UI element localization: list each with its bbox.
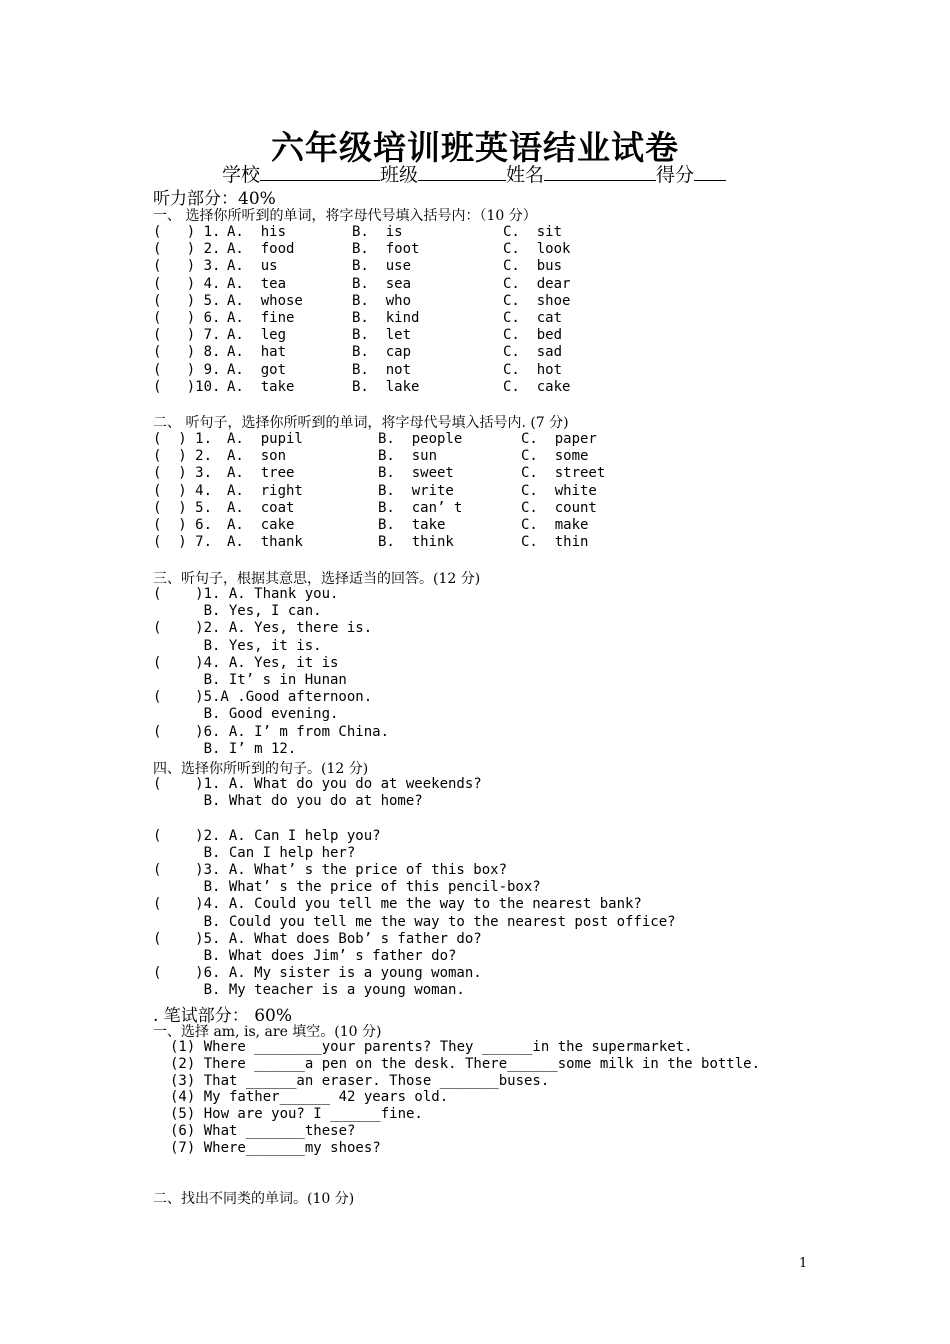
sentence-line: ( )6. A. My sister is a young woman. xyxy=(153,965,482,981)
class-label: 班级 xyxy=(380,164,419,186)
option-c: C. some xyxy=(521,448,589,464)
section-2-heading: 二、 听句子，选择你所听到的单词，将字母代号填入括号内. (7 分) xyxy=(153,415,569,431)
question-number: ( ) 1. xyxy=(153,224,221,240)
option-b: B. use xyxy=(352,258,412,274)
answer-line: ( )1. A. Thank you. xyxy=(153,586,339,602)
option-c: C. sit xyxy=(503,224,563,240)
option-a: A. tea xyxy=(227,276,287,292)
option-b: B. kind xyxy=(352,310,420,326)
writing-heading: . 笔试部分： 60% xyxy=(153,1006,292,1026)
option-c: C. paper xyxy=(521,431,597,447)
option-a: A. food xyxy=(227,241,295,257)
fill-blank-line: (2) There ______a pen on the desk. There______some milk in the bottle. xyxy=(170,1056,761,1072)
option-a: A. leg xyxy=(227,327,287,343)
option-b: B. sweet xyxy=(378,465,454,481)
writing-section-1-heading: 一、选择 am, is, are 填空。(10 分) xyxy=(153,1024,382,1040)
answer-line: B. Yes, I can. xyxy=(153,603,322,619)
option-b: B. write xyxy=(378,483,454,499)
answer-line: B. Good evening. xyxy=(153,706,339,722)
option-b: B. sun xyxy=(378,448,438,464)
sentence-line: ( )1. A. What do you do at weekends? xyxy=(153,776,482,792)
name-label: 姓名 xyxy=(506,164,545,186)
sentence-line: B. What do you do at home? xyxy=(153,793,423,809)
option-b: B. who xyxy=(352,293,412,309)
option-c: C. bed xyxy=(503,327,563,343)
option-a: A. got xyxy=(227,362,287,378)
question-number: ( ) 5. xyxy=(153,293,221,309)
option-a: A. hat xyxy=(227,344,287,360)
option-b: B. lake xyxy=(352,379,420,395)
answer-line: ( )6. A. I’ m from China. xyxy=(153,724,390,740)
option-b: B. cap xyxy=(352,344,412,360)
question-number: ( ) 8. xyxy=(153,344,221,360)
option-c: C. count xyxy=(521,500,597,516)
fill-blank-line: (5) How are you? I ______fine. xyxy=(170,1106,423,1122)
option-a: A. right xyxy=(227,483,303,499)
option-c: C. white xyxy=(521,483,597,499)
option-a: A. coat xyxy=(227,500,295,516)
listening-heading: 听力部分：40% xyxy=(153,189,276,209)
option-a: A. take xyxy=(227,379,295,395)
sentence-line: B. My teacher is a young woman. xyxy=(153,982,465,998)
option-b: B. people xyxy=(378,431,463,447)
option-c: C. make xyxy=(521,517,589,533)
sentence-line: ( )2. A. Can I help you? xyxy=(153,828,381,844)
option-b: B. foot xyxy=(352,241,420,257)
sentence-line: B. Could you tell me the way to the nearest post office? xyxy=(153,914,676,930)
question-number: ( ) 4. xyxy=(153,276,221,292)
option-a: A. fine xyxy=(227,310,295,326)
option-b: B. take xyxy=(378,517,446,533)
option-b: B. sea xyxy=(352,276,412,292)
sentence-line: ( )4. A. Could you tell me the way to the nearest bank? xyxy=(153,896,642,912)
option-a: A. his xyxy=(227,224,287,240)
question-number: ( ) 6. xyxy=(153,517,213,533)
score-label: 得分 xyxy=(656,164,695,186)
option-a: A. thank xyxy=(227,534,303,550)
fill-blank-line: (7) Where_______my shoes? xyxy=(170,1140,381,1156)
section-1-heading: 一、 选择你所听到的单词，将字母代号填入括号内：（10 分） xyxy=(153,208,537,224)
option-c: C. sad xyxy=(503,344,563,360)
sentence-line: B. Can I help her? xyxy=(153,845,356,861)
option-c: C. shoe xyxy=(503,293,571,309)
score-blank[interactable] xyxy=(694,161,726,181)
question-number: ( ) 7. xyxy=(153,327,221,343)
option-a: A. tree xyxy=(227,465,295,481)
option-c: C. hot xyxy=(503,362,563,378)
option-c: C. cat xyxy=(503,310,563,326)
fill-blank-line: (3) That ______an eraser. Those _______buses. xyxy=(170,1073,550,1089)
writing-section-2-heading: 二、找出不同类的单词。(10 分) xyxy=(153,1191,355,1207)
option-b: B. not xyxy=(352,362,412,378)
exam-title: 六年级培训班英语结业试卷 xyxy=(271,128,679,167)
fill-blank-line: (6) What _______these? xyxy=(170,1123,356,1139)
option-c: C. dear xyxy=(503,276,571,292)
option-c: C. cake xyxy=(503,379,571,395)
question-number: ( ) 2. xyxy=(153,241,221,257)
question-number: ( ) 6. xyxy=(153,310,221,326)
question-number: ( ) 3. xyxy=(153,258,221,274)
section-4-heading: 四、选择你所听到的句子。(12 分) xyxy=(153,761,369,777)
sentence-line: ( )3. A. What’ s the price of this box? xyxy=(153,862,508,878)
question-number: ( ) 2. xyxy=(153,448,213,464)
question-number: ( ) 4. xyxy=(153,483,213,499)
student-info-row xyxy=(222,160,726,187)
option-c: C. look xyxy=(503,241,571,257)
option-b: B. think xyxy=(378,534,454,550)
option-c: C. thin xyxy=(521,534,589,550)
question-number: ( ) 7. xyxy=(153,534,213,550)
question-number: ( ) 1. xyxy=(153,431,213,447)
fill-blank-line: (1) Where ________your parents? They ______in the supermarket. xyxy=(170,1039,693,1055)
school-label: 学校 xyxy=(222,164,261,186)
class-blank[interactable] xyxy=(418,161,506,181)
question-number: ( ) 5. xyxy=(153,500,213,516)
answer-line: B. Yes, it is. xyxy=(153,638,322,654)
question-number: ( ) 9. xyxy=(153,362,221,378)
option-c: C. bus xyxy=(503,258,563,274)
fill-blank-line: (4) My father______ 42 years old. xyxy=(170,1089,449,1105)
option-c: C. street xyxy=(521,465,606,481)
answer-line: ( )5.A .Good afternoon. xyxy=(153,689,373,705)
option-a: A. cake xyxy=(227,517,295,533)
option-a: A. us xyxy=(227,258,278,274)
answer-line: ( )2. A. Yes, there is. xyxy=(153,620,373,636)
page-number: 1 xyxy=(799,1256,808,1271)
option-a: A. son xyxy=(227,448,287,464)
option-b: B. let xyxy=(352,327,412,343)
option-b: B. is xyxy=(352,224,403,240)
name-blank[interactable] xyxy=(544,161,656,181)
sentence-line: B. What’ s the price of this pencil-box? xyxy=(153,879,541,895)
option-a: A. pupil xyxy=(227,431,303,447)
answer-line: ( )4. A. Yes, it is xyxy=(153,655,339,671)
question-number: ( )10. xyxy=(153,379,221,395)
answer-line: B. It’ s in Hunan xyxy=(153,672,347,688)
section-3-heading: 三、听句子，根据其意思，选择适当的回答。(12 分) xyxy=(153,571,481,587)
sentence-line: B. What does Jim’ s father do? xyxy=(153,948,457,964)
option-a: A. whose xyxy=(227,293,303,309)
school-blank[interactable] xyxy=(260,161,380,181)
answer-line: B. I’ m 12. xyxy=(153,741,297,757)
question-number: ( ) 3. xyxy=(153,465,213,481)
option-b: B. can’ t xyxy=(378,500,463,516)
sentence-line: ( )5. A. What does Bob’ s father do? xyxy=(153,931,482,947)
